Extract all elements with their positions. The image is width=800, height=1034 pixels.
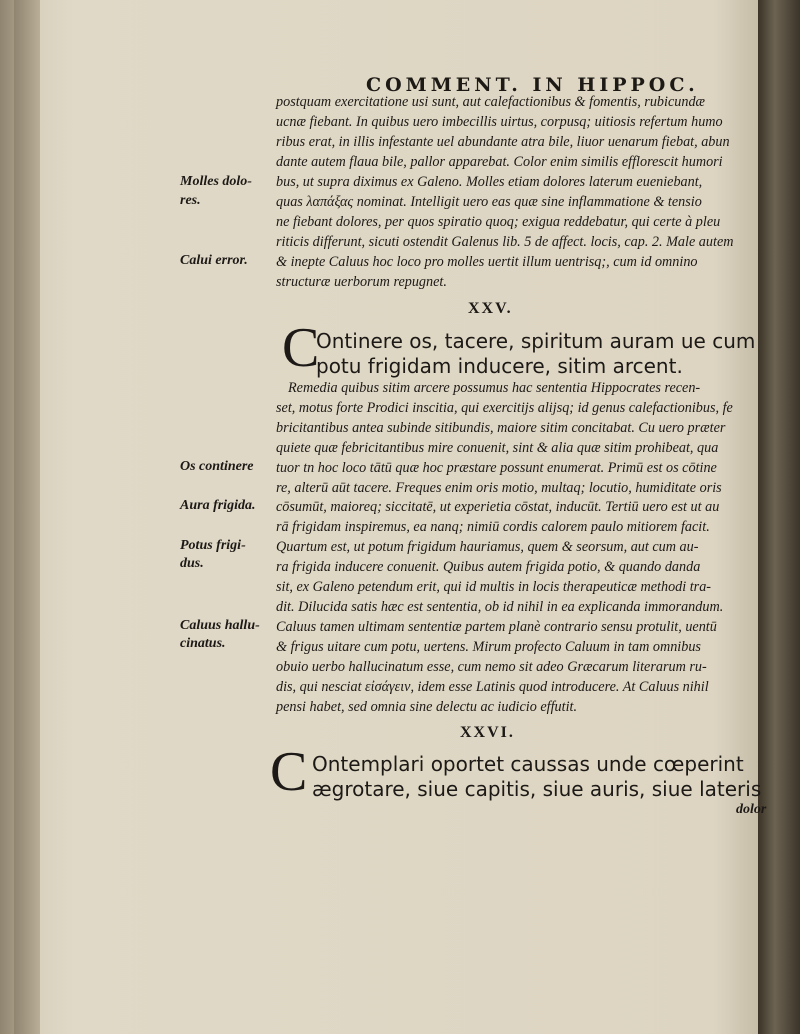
text-line: quas λαπάξας nominat. Intelligit uero eas quæ sine inflammatione & tensio <box>276 194 702 210</box>
text-line: Caluus tamen ultimam sententiæ partem planè contrario sensu protulit, uentū <box>276 618 717 635</box>
aphorism-xxvi <box>312 752 792 802</box>
aphorism-line: ægrotare, siue capitis, siue auris, siue lateris <box>312 777 762 801</box>
text-line: postquam exercitatione usi sunt, aut calefactionibus & fomentis, rubicundæ <box>276 94 705 110</box>
text-line: riticis differunt, sicuti ostendit Galenus lib. 5 de affect. locis, cap. 2. Male autem <box>276 234 734 250</box>
catchword: dolor <box>736 802 767 817</box>
text-line: cōsumūt, maioreq; siccitatē, ut experietia cōstat, inducūt. Tertiū uero est ut au <box>276 499 720 516</box>
text-line: dis, qui nesciat εἰσάγειν, idem esse Latinis quod introducere. At Caluus nihil <box>276 678 709 695</box>
text-line: pensi habet, sed omnia sine delectu ac iudicio effutit. <box>276 698 578 715</box>
section-number-xxv: XXV. <box>468 300 513 317</box>
text-line: ne fiebant dolores, per quos spiratio quoq; exigua reddebatur, qui certe à pleu <box>276 214 721 230</box>
margin-note-calui-error: Calui error. <box>180 253 248 268</box>
text-line: ribus erat, in illis infestante uel abundante atra bile, liuor uenarum fiebat, abun <box>276 134 730 150</box>
section-number-xxvi: XXVI. <box>460 724 515 741</box>
margin-note-aura-frigida: Aura frigida. <box>180 498 256 513</box>
text-line: bricitantibus antea subinde sitibundis, maiore sitim concitabat. Cu uero præter <box>276 419 726 436</box>
commentary-xxv <box>276 379 776 717</box>
text-line: bus, ut supra diximus ex Galeno. Molles etiam dolores laterum eueniebant, <box>276 174 703 190</box>
text-line: re, alterū aūt tacere. Freques enim oris motio, multaq; locutio, humiditate oris <box>276 479 722 496</box>
drop-cap-xxv: C <box>282 317 320 379</box>
aphorism-xxv <box>316 329 796 379</box>
text-line: sit, ex Galeno petendum erit, qui id multis in locis therapeuticæ methodi tra- <box>276 579 712 596</box>
text-line: Remedia quibus sitim arcere possumus hac sententia Hippocrates recen- <box>288 380 701 396</box>
text-line: quiete quæ febricitantibus mire conuenit, sint & alia quæ sitim prohibeat, qua <box>276 439 719 456</box>
gutter-shadow <box>14 0 40 1034</box>
text-line: tuor tn hoc loco tātū quæ hoc præstare possunt enumerat. Primū est os cōtine <box>276 459 717 476</box>
text-line: & inepte Caluus hoc loco pro molles uertit illum uentrisq;, cum id omnino <box>276 254 698 270</box>
text-line: structuræ uerborum repugnet. <box>276 274 447 290</box>
aphorism-line: Ontemplari oportet caussas unde cœperint <box>312 752 744 776</box>
commentary-top <box>276 92 776 292</box>
text-line: obuio uerbo hallucinatum esse, cum nemo sit adeo Græcarum literarum ru- <box>276 658 707 675</box>
text-line: & frigus uitare cum potu, uertens. Mirum profecto Caluum in tam omnibus <box>276 638 701 655</box>
margin-note-potus-frigidus: Potus frigi- <box>180 538 246 553</box>
text-line: ucnæ fiebant. In quibus uero imbecillis uirtus, corpusq; uitiosis refertum humo <box>276 114 723 130</box>
running-header: COMMENT. IN HIPPOC. <box>366 74 699 96</box>
margin-note-potus-frigidus-cont: dus. <box>180 556 204 571</box>
margin-note-caluus-hallucinatus: Caluus hallu- <box>180 618 260 633</box>
text-line: ra frigida inducere conuenit. Quibus autem frigida potio, & quando danda <box>276 559 701 576</box>
aphorism-line: potu frigidam inducere, sitim arcent. <box>316 354 683 378</box>
text-line: dit. Dilucida satis hæc est sententia, ob id nihil in ea explicanda immorandum. <box>276 598 724 615</box>
margin-note-molles: Molles dolo- <box>180 174 252 189</box>
margin-note-os-continere: Os continere <box>180 459 254 474</box>
text-line: Quartum est, ut potum frigidum hauriamus, quem & seorsum, aut cum au- <box>276 539 699 556</box>
text-line: rā frigidam inspiremus, ea nanq; nimiū cordis calorem paulo mitiorem facit. <box>276 519 710 536</box>
margin-note-caluus-hallucinatus-cont: cinatus. <box>180 636 226 651</box>
drop-cap-xxvi: C <box>270 741 308 803</box>
margin-note-molles-cont: res. <box>180 193 201 208</box>
text-line: set, motus forte Prodici inscitia, qui exercitijs alijsq; id genus calefactionibus, fe <box>276 399 733 416</box>
text-line: dante autem flaua bile, pallor apparebat. Color enim similis efflorescit humori <box>276 154 723 170</box>
aphorism-line: Ontinere os, tacere, spiritum auram ue cum <box>316 329 756 353</box>
